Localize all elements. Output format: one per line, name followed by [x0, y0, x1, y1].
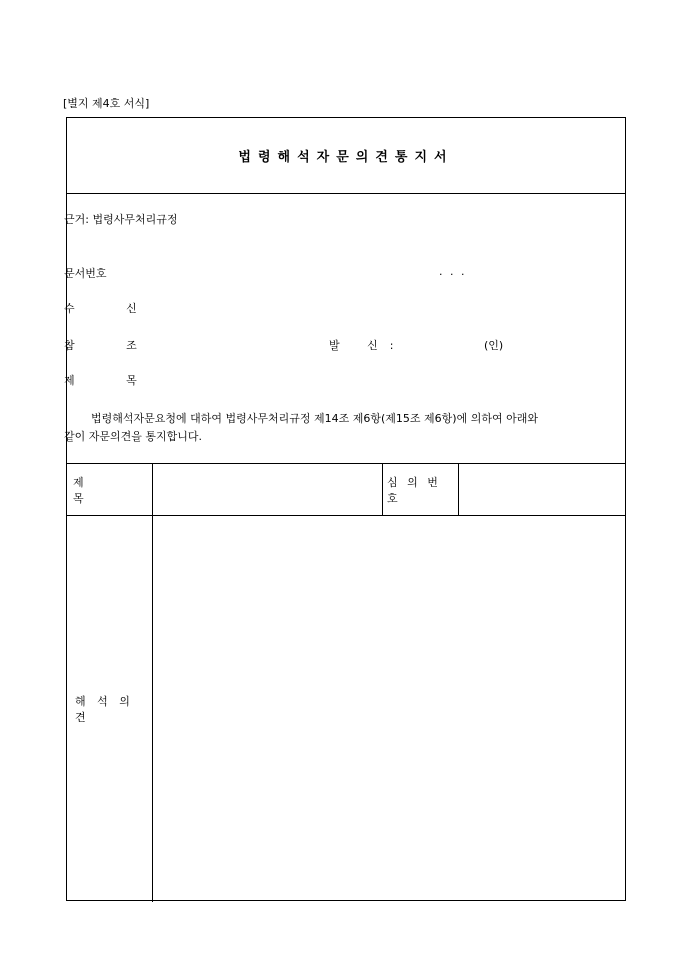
seal-mark: (인): [484, 339, 504, 352]
subject-value-cell: [153, 464, 382, 515]
opinion-header: 해 석 의 견: [75, 695, 134, 724]
reference-label: 참 조: [64, 339, 161, 352]
basis-text: 근거: 법령사무처리규정: [64, 213, 178, 226]
table-subject-header: 제 목: [73, 475, 128, 505]
date-placeholder: . . .: [439, 265, 467, 278]
opinion-section: [67, 516, 625, 902]
body-text-line-2: 같이 자문의견을 통지합니다.: [64, 430, 203, 443]
body-text-line-1: 법령해석자문요청에 대하여 법령사무처리규정 제14조 제6항(제15조 제6항)에 의하여 아래와: [91, 412, 538, 425]
divider: [382, 464, 383, 515]
subject-label: 제 목: [64, 374, 161, 387]
title-row: [67, 118, 625, 194]
opinion-value-cell: [153, 516, 626, 902]
form-number-label: [별지 제4호 서식]: [63, 97, 150, 110]
recipient-label: 수 신: [64, 302, 161, 315]
form-title: 법령해석자문의견통지서: [238, 150, 454, 165]
sender-label: 발 신:: [329, 339, 406, 352]
subject-row: [67, 464, 625, 516]
review-number-value-cell: [459, 464, 626, 515]
notice-form: [66, 117, 626, 901]
review-number-header: 심 의 번 호: [387, 475, 441, 505]
doc-number-label: 문서번호: [64, 267, 107, 280]
